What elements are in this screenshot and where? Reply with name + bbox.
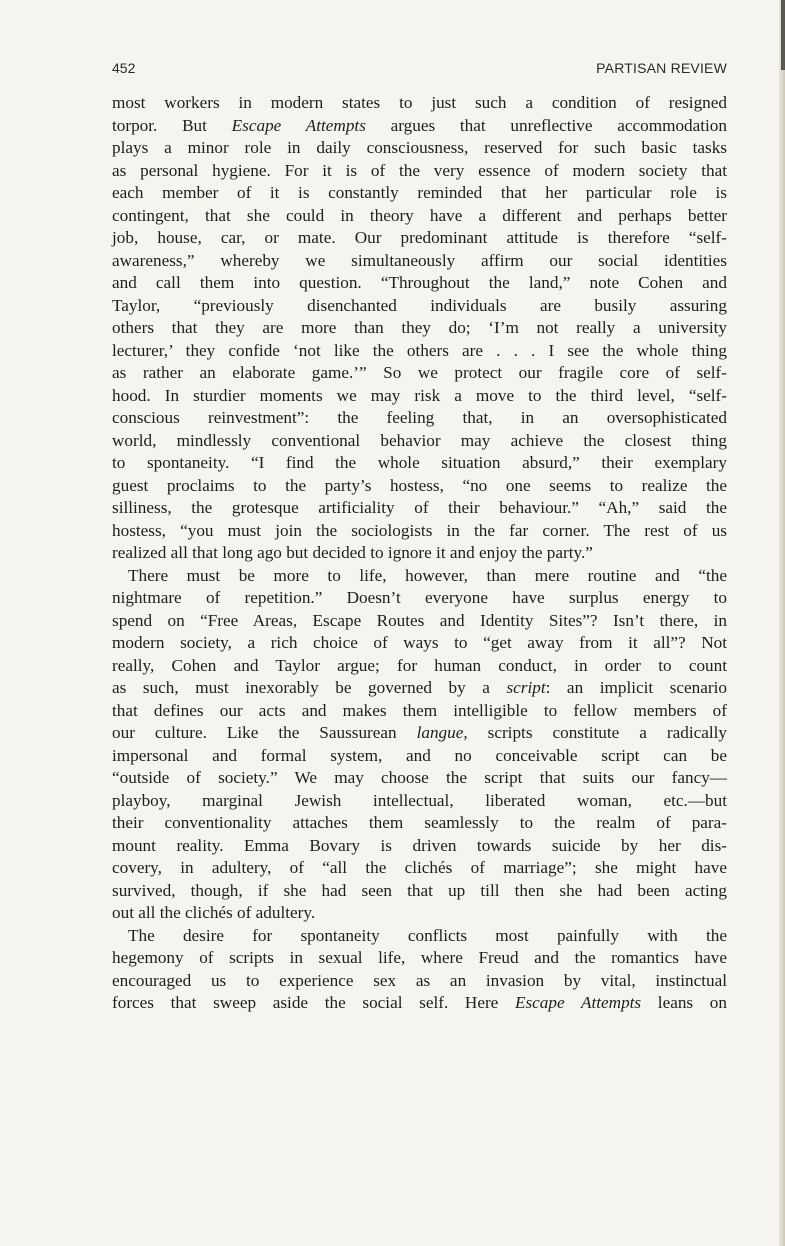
text-line: plays a minor role in daily consciousness, reserved for such basic tasks (112, 138, 727, 157)
text-line: playboy, marginal Jewish intellectual, liberated woman, etc.—but (112, 790, 727, 810)
text-line: torpor. But Escape Attempts argues that unreflective accommodation (112, 115, 727, 135)
text-line: “outside of society.” We may choose the script that suits our fancy— (112, 768, 727, 787)
text-line: realized all that long ago but decided to ignore it and enjoy the party.” (112, 543, 593, 562)
text-line: their conventionality attaches them seamlessly to the realm of para- (112, 813, 727, 832)
text-line: out all the clichés of adultery. (112, 903, 316, 922)
text-line: forces that sweep aside the social self. Here Escape Attempts leans on (112, 993, 727, 1012)
text-line: really, Cohen and Taylor argue; for human conduct, in order to count (112, 655, 727, 675)
paragraph (112, 92, 727, 565)
text-line: as personal hygiene. For it is of the very essence of modern society that (112, 160, 727, 180)
text-line: world, mindlessly conventional behavior may achieve the closest thing (112, 430, 727, 450)
text-line: and call them into question. “Throughout the land,” note Cohen and (112, 273, 727, 292)
scan-edge-shadow (781, 0, 785, 70)
page-number: 452 (112, 60, 136, 76)
article-body (112, 92, 727, 1015)
text-line: hostess, “you must join the sociologists in the far corner. The rest of us (112, 520, 727, 540)
italic-title: Escape Attempts (514, 993, 642, 1012)
text-line: silliness, the grotesque artificiality of their behaviour.” “Ah,” said the (112, 498, 727, 517)
text-line: most workers in modern states to just such a condition of resigned (112, 93, 727, 112)
text-line: conscious reinvestment”: the feeling that, in an oversophisticated (112, 408, 727, 427)
page-edge (779, 0, 785, 1246)
paragraph (112, 925, 727, 1015)
text-line: nightmare of repetition.” Doesn’t everyone have surplus energy to (112, 588, 727, 607)
text-line: covery, in adultery, of “all the clichés of marriage”; she might have (112, 858, 727, 877)
text-line: as such, must inexorably be governed by a script: an implicit scenario (112, 678, 727, 697)
text-line: guest proclaims to the party’s hostess, “no one seems to realize the (112, 475, 727, 495)
text-line: others that they are more than they do; ‘I’m not really a university (112, 318, 727, 337)
text-line: our culture. Like the Saussurean langue, scripts constitute a radically (112, 723, 727, 742)
text-line: each member of it is constantly reminded that her particular role is (112, 183, 727, 202)
running-title: PARTISAN REVIEW (596, 60, 727, 76)
italic-title: Escape Attempts (231, 115, 366, 135)
paragraph (112, 565, 727, 925)
text-line: awareness,” whereby we simultaneously affirm our social identities (112, 250, 727, 270)
text-line: lecturer,’ they confide ‘not like the others are . . . I see the whole thing (112, 340, 727, 360)
text-line: spend on “Free Areas, Escape Routes and Identity Sites”? Isn’t there, in (112, 610, 727, 630)
text-line: The desire for spontaneity conflicts most painfully with the (128, 925, 727, 945)
text-line: modern society, a rich choice of ways to “get away from it all”? Not (112, 633, 727, 652)
text-line: Taylor, “previously disenchanted individuals are busily assuring (112, 295, 727, 315)
text-line: job, house, car, or mate. Our predominant attitude is therefore “self- (112, 228, 727, 247)
text-line: to spontaneity. “I find the whole situation absurd,” their exemplary (112, 453, 727, 472)
text-line: impersonal and formal system, and no conceivable script can be (112, 745, 727, 765)
text-line: There must be more to life, however, than mere routine and “the (128, 565, 727, 585)
text-line: as rather an elaborate game.’” So we protect our fragile core of self- (112, 363, 727, 382)
text-line: contingent, that she could in theory have a different and perhaps better (112, 205, 727, 225)
text-line: mount reality. Emma Bovary is driven towards suicide by her dis- (112, 835, 727, 855)
text-line: encouraged us to experience sex as an invasion by vital, instinctual (112, 970, 727, 990)
text-line: that defines our acts and makes them intelligible to fellow members of (112, 700, 727, 720)
text-line: hood. In sturdier moments we may risk a move to the third level, “self- (112, 385, 727, 405)
running-header (112, 60, 727, 80)
text-line: hegemony of scripts in sexual life, where Freud and the romantics have (112, 948, 727, 967)
text-line: survived, though, if she had seen that up till then she had been acting (112, 880, 727, 900)
italic-title: script (506, 678, 546, 697)
italic-title: langue, (416, 723, 468, 742)
